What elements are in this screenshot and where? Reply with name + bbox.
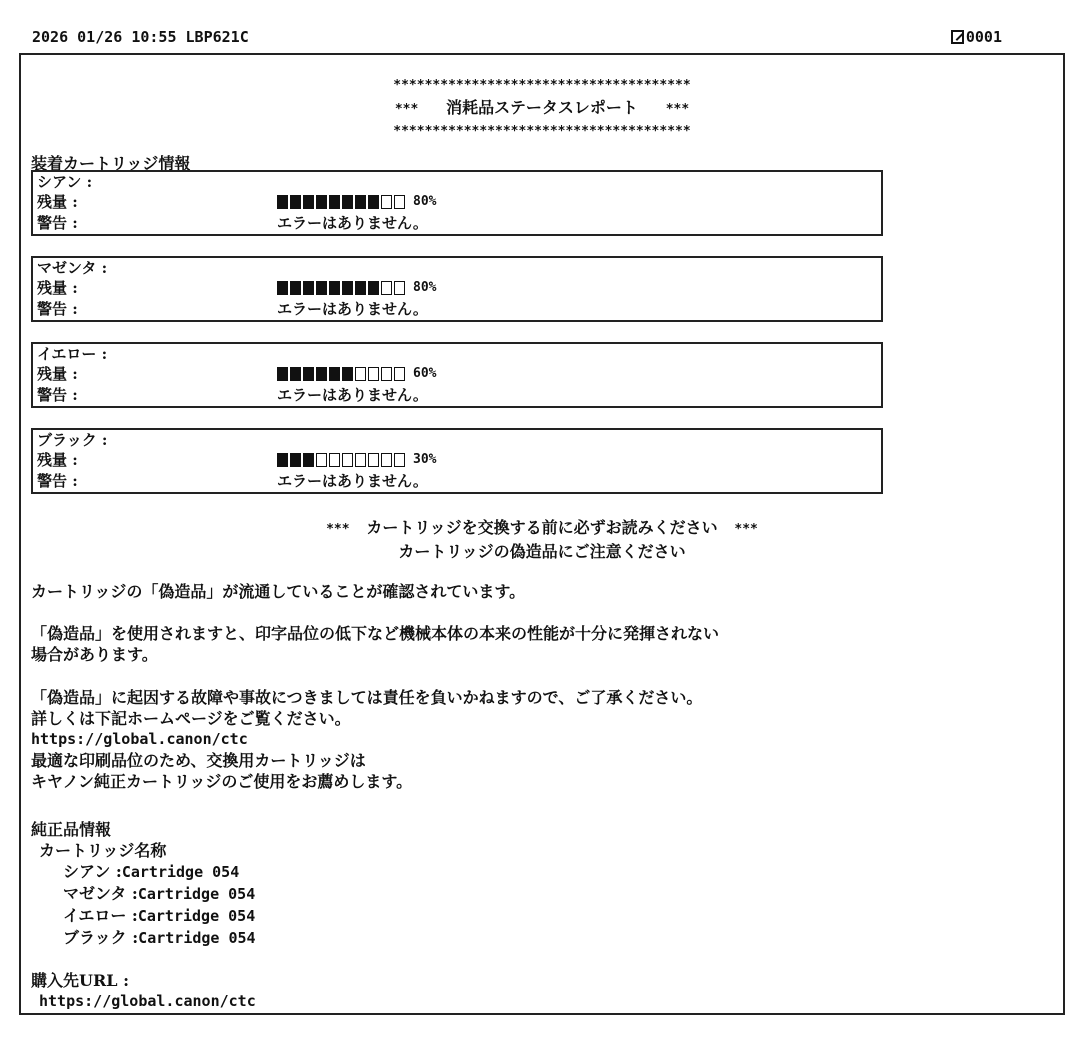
level-cell-filled bbox=[355, 281, 366, 295]
level-cell-filled bbox=[277, 367, 288, 381]
paragraph-line: 「偽造品」に起因する故障や事故につきましては責任を負いかねますので、ご了承ください。 bbox=[31, 688, 703, 707]
genuine-item-model: Cartridge 054 bbox=[137, 907, 256, 925]
level-cell-filled bbox=[290, 453, 301, 467]
purchase-url: https://global.canon/ctc bbox=[39, 992, 256, 1010]
level-cell-filled bbox=[342, 195, 353, 209]
stars-line-top: ************************************** bbox=[393, 78, 691, 93]
cartridge-name: ブラック : bbox=[37, 431, 108, 449]
level-cell-empty bbox=[329, 453, 340, 467]
level-cell-filled bbox=[316, 281, 327, 295]
level-indicator bbox=[277, 278, 436, 298]
remaining-label: 残量 : bbox=[37, 279, 78, 297]
level-cell-filled bbox=[342, 367, 353, 381]
level-bar bbox=[277, 281, 407, 295]
paragraph-liability bbox=[31, 687, 702, 792]
genuine-item-color: シアン : bbox=[63, 862, 122, 881]
level-cell-empty bbox=[381, 195, 392, 209]
level-cell-filled bbox=[316, 195, 327, 209]
level-cell-empty bbox=[394, 367, 405, 381]
warning-label: 警告 : bbox=[37, 214, 78, 232]
cartridge-name: マゼンタ : bbox=[37, 259, 108, 277]
level-indicator bbox=[277, 450, 436, 470]
level-cell-filled bbox=[316, 367, 327, 381]
warning-text: エラーはありません。 bbox=[277, 214, 428, 232]
level-cell-filled bbox=[342, 281, 353, 295]
page-number-text: 0001 bbox=[965, 28, 1002, 46]
level-cell-filled bbox=[303, 281, 314, 295]
report-title-block bbox=[21, 75, 1063, 143]
level-cell-empty bbox=[368, 367, 379, 381]
genuine-item-color: マゼンタ : bbox=[63, 884, 138, 903]
title-stars-left: *** bbox=[394, 102, 419, 117]
level-cell-filled bbox=[329, 195, 340, 209]
report-title-line bbox=[21, 97, 1063, 121]
level-cell-filled bbox=[290, 195, 301, 209]
level-cell-empty bbox=[381, 281, 392, 295]
level-cell-filled bbox=[355, 195, 366, 209]
genuine-item-color: イエロー : bbox=[63, 906, 138, 925]
title-stars-right: *** bbox=[665, 102, 690, 117]
remaining-label: 残量 : bbox=[37, 193, 78, 211]
level-indicator bbox=[277, 364, 436, 384]
level-percent: 30% bbox=[413, 452, 437, 467]
warning-label: 警告 : bbox=[37, 386, 78, 404]
genuine-item-model: Cartridge 054 bbox=[121, 863, 240, 881]
level-cell-filled bbox=[368, 195, 379, 209]
genuine-item bbox=[31, 883, 256, 905]
paragraph-line: 場合があります。 bbox=[31, 645, 158, 664]
genuine-item bbox=[31, 905, 256, 927]
remaining-label: 残量 : bbox=[37, 365, 78, 383]
level-percent: 60% bbox=[413, 366, 437, 381]
level-cell-empty bbox=[381, 367, 392, 381]
level-cell-filled bbox=[329, 367, 340, 381]
level-cell-filled bbox=[303, 195, 314, 209]
remaining-label: 残量 : bbox=[37, 451, 78, 469]
paragraph-line: 最適な印刷品位のため、交換用カートリッジは bbox=[31, 751, 366, 770]
notice-line-2: カートリッジの偽造品にご注意ください bbox=[398, 542, 686, 561]
genuine-item bbox=[31, 861, 256, 883]
notice-stars-right: *** bbox=[734, 522, 758, 537]
level-bar bbox=[277, 453, 407, 467]
level-bar bbox=[277, 195, 407, 209]
stars-line-bottom: ************************************** bbox=[393, 124, 691, 139]
report-title: 消耗品ステータスレポート bbox=[446, 98, 638, 117]
cartridge-name: シアン : bbox=[37, 173, 93, 191]
genuine-item-model: Cartridge 054 bbox=[137, 885, 256, 903]
level-cell-empty bbox=[381, 453, 392, 467]
level-percent: 80% bbox=[413, 280, 437, 295]
level-cell-empty bbox=[316, 453, 327, 467]
level-cell-filled bbox=[368, 281, 379, 295]
level-percent: 80% bbox=[413, 194, 437, 209]
genuine-info-title: 純正品情報 bbox=[31, 820, 112, 839]
notice-line-1 bbox=[21, 517, 1063, 541]
level-cell-empty bbox=[394, 195, 405, 209]
print-timestamp-model: 2026 01/26 10:55 LBP621C bbox=[32, 28, 249, 46]
notice-heading: カートリッジを交換する前に必ずお読みください bbox=[366, 518, 718, 537]
paragraph-counterfeit: カートリッジの「偽造品」が流通していることが確認されています。 bbox=[31, 582, 526, 601]
cartridge-box bbox=[31, 342, 883, 408]
page-number bbox=[951, 28, 1002, 46]
warning-text: エラーはありません。 bbox=[277, 386, 428, 404]
cartridge-names-title: カートリッジ名称 bbox=[39, 841, 167, 860]
level-cell-empty bbox=[368, 453, 379, 467]
level-cell-empty bbox=[342, 453, 353, 467]
purchase-info bbox=[31, 970, 256, 1012]
level-cell-empty bbox=[394, 281, 405, 295]
installed-cartridge-title: 装着カートリッジ情報 bbox=[31, 154, 191, 173]
level-cell-filled bbox=[277, 281, 288, 295]
cartridge-box bbox=[31, 256, 883, 322]
warning-label: 警告 : bbox=[37, 300, 78, 318]
cartridge-name: イエロー : bbox=[37, 345, 108, 363]
paragraph-line: 詳しくは下記ホームページをご覧ください。 bbox=[31, 709, 351, 728]
purchase-url-label: 購入先URL : bbox=[31, 971, 129, 990]
notice-stars-left: *** bbox=[326, 522, 350, 537]
notice-block bbox=[21, 517, 1063, 563]
paragraph-line: キヤノン純正カートリッジのご使用をお薦めします。 bbox=[31, 772, 413, 791]
level-bar bbox=[277, 367, 407, 381]
paragraph-line: 「偽造品」を使用されますと、印字品位の低下など機械本体の本来の性能が十分に発揮されない bbox=[31, 624, 720, 643]
warning-text: エラーはありません。 bbox=[277, 472, 428, 490]
genuine-item-model: Cartridge 054 bbox=[138, 929, 256, 947]
warning-label: 警告 : bbox=[37, 472, 78, 490]
level-cell-empty bbox=[394, 453, 405, 467]
level-cell-filled bbox=[329, 281, 340, 295]
genuine-info bbox=[31, 819, 256, 949]
level-cell-filled bbox=[290, 367, 301, 381]
report-frame bbox=[19, 53, 1065, 1015]
level-cell-filled bbox=[303, 367, 314, 381]
level-cell-empty bbox=[355, 453, 366, 467]
level-cell-filled bbox=[277, 195, 288, 209]
level-cell-filled bbox=[290, 281, 301, 295]
level-cell-empty bbox=[355, 367, 366, 381]
page-icon bbox=[951, 30, 964, 44]
warning-text: エラーはありません。 bbox=[277, 300, 428, 318]
cartridge-box bbox=[31, 428, 883, 494]
cartridge-box bbox=[31, 170, 883, 236]
genuine-item-color: ブラック : bbox=[63, 928, 139, 947]
level-indicator bbox=[277, 192, 436, 212]
level-cell-filled bbox=[277, 453, 288, 467]
homepage-url: https://global.canon/ctc bbox=[31, 730, 248, 748]
report-header bbox=[32, 28, 1042, 50]
genuine-item bbox=[31, 927, 256, 949]
level-cell-filled bbox=[303, 453, 314, 467]
paragraph-performance bbox=[31, 623, 719, 665]
